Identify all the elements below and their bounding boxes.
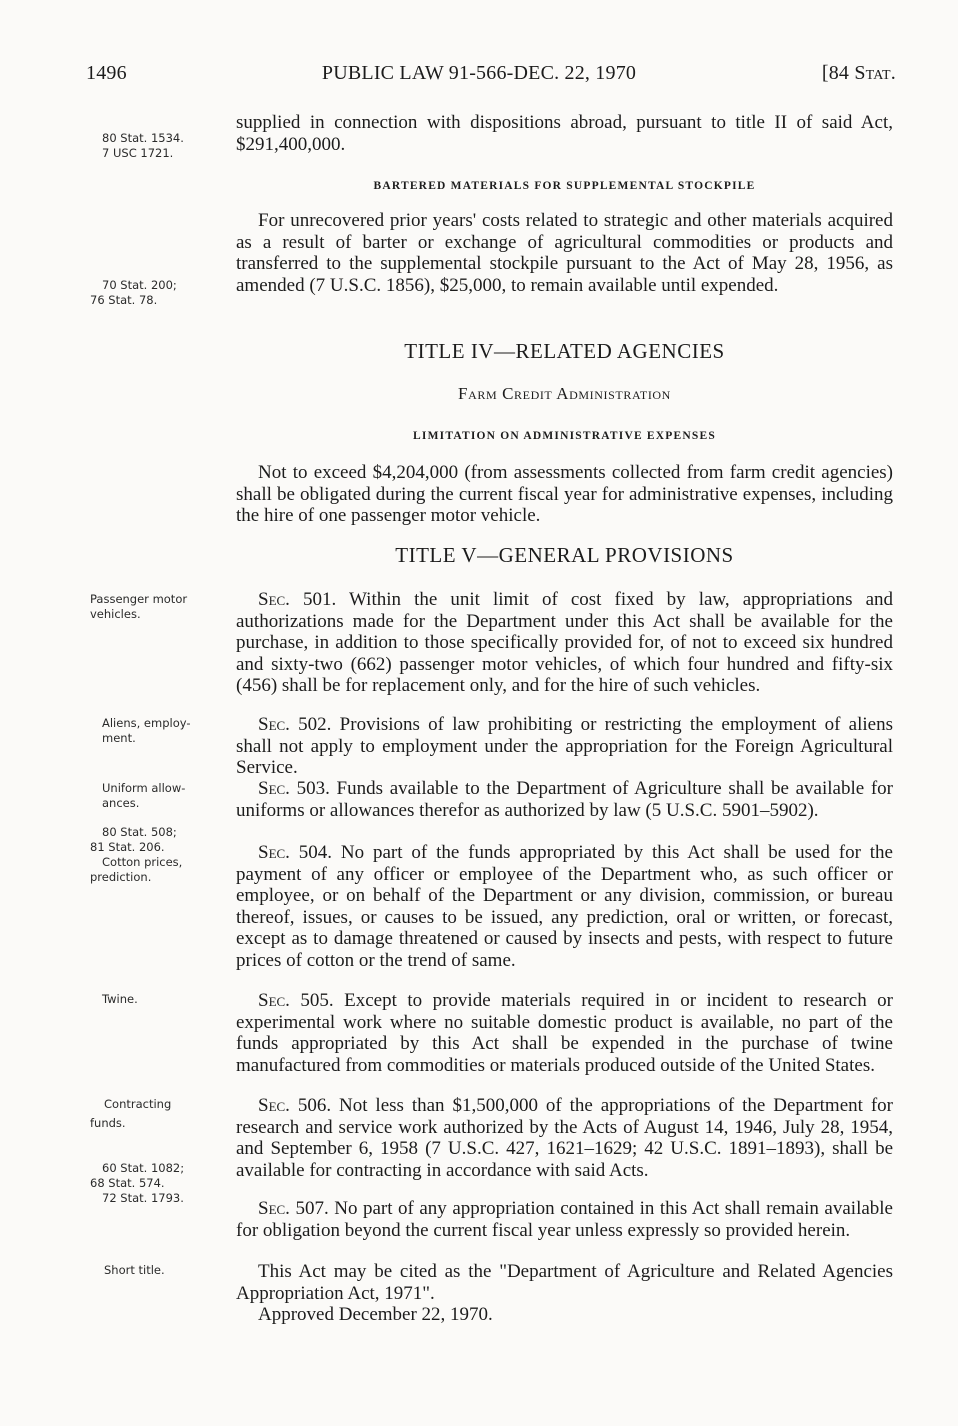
- margin-note: vehicles.: [90, 607, 141, 621]
- margin-note: Passenger motor: [90, 592, 188, 606]
- section-501: Sec. 501. Within the unit limit of cost fixed by law, appropriations and authorizations made for the Department under this Act shall be available for the purchase, in addition to those specifically provided for, of not to exceed six hundred and sixty-two (662) passenger motor vehicles, of which four hundred and fifty-six (456) shall be for replacement only, and for the hire of such vehicles.: [236, 589, 893, 697]
- section-502: Sec. 502. Provisions of law prohibiting or restricting the employment of aliens shall not apply to employment under the appropriation for the Foreign Agricultural Service.: [236, 714, 893, 779]
- margin-note: funds.: [90, 1116, 126, 1130]
- margin-note: 76 Stat. 78.: [90, 293, 158, 307]
- margin-note: Short title.: [104, 1263, 165, 1277]
- section-506: Sec. 506. Not less than $1,500,000 of the appropriations of the Department for research and service work authorized by the Acts of August 14, 1946, July 28, 1954, and September 6, 1958 (7 U.S.C. 427, 1621–1629; 42 U.S.C. 1891–1893), shall be available for contracting in accordance with said Acts.: [236, 1095, 893, 1181]
- margin-note: Twine.: [102, 992, 138, 1006]
- paragraph-limitation: Not to exceed $4,204,000 (from assessments collected from farm credit agencies) shall be obligated during the current fiscal year for administrative expenses, including the hire of one passenger motor vehicle.: [236, 462, 893, 527]
- margin-note: Contracting: [104, 1097, 172, 1111]
- section-504: Sec. 504. No part of the funds appropriated by this Act shall be used for the payment of any officer or employee of the Department who, as such officer or employee, or on behalf of the Department or any division, commission, or bureau thereof, issues, or causes to be issued, any prediction, oral or written, or forecast, except as to damage threatened or caused by insects and pests, with respect to future prices of cotton or the trend of same.: [236, 842, 893, 971]
- page-number: 1496: [86, 62, 127, 84]
- section-505: Sec. 505. Except to provide materials required in or incident to research or experimental work where no suitable domestic product is available, no part of the funds appropriated by this Act shall be expended in the purchase of twine manufactured from commodities or materials produced outside of the United States.: [236, 990, 893, 1076]
- section-503: Sec. 503. Funds available to the Department of Agriculture shall be available for uniforms or allowances therefor as authorized by law (5 U.S.C. 5901–5902).: [236, 778, 893, 821]
- paragraph-dispositions-abroad: supplied in connection with dispositions abroad, pursuant to title II of said Act, $291,400,000.: [236, 112, 893, 155]
- margin-note: 68 Stat. 574.: [90, 1176, 165, 1190]
- section-507: Sec. 507. No part of any appropriation contained in this Act shall remain available for obligation beyond the current fiscal year unless expressly so provided herein.: [236, 1198, 893, 1241]
- margin-note: 72 Stat. 1793.: [102, 1191, 184, 1205]
- margin-note: Uniform allow-: [102, 781, 186, 795]
- title-iv-heading: TITLE IV—RELATED AGENCIES: [404, 339, 725, 363]
- section-heading-bartered-materials: BARTERED MATERIALS FOR SUPPLEMENTAL STOCKPILE: [373, 180, 756, 192]
- margin-note: Aliens, employ-: [102, 716, 191, 730]
- statute-reference: [84 Stat.: [821, 62, 896, 84]
- section-heading-limitation: LIMITATION ON ADMINISTRATIVE EXPENSES: [413, 430, 716, 442]
- margin-note: 80 Stat. 1534.: [102, 131, 184, 145]
- margin-note: Cotton prices,: [102, 855, 183, 869]
- margin-note: 81 Stat. 206.: [90, 840, 165, 854]
- margin-note: 7 USC 1721.: [102, 146, 174, 160]
- title-v-heading: TITLE V—GENERAL PROVISIONS: [395, 543, 734, 567]
- agency-heading-farm-credit: Farm Credit Administration: [458, 384, 671, 403]
- margin-note: 70 Stat. 200;: [102, 278, 177, 292]
- page-title: PUBLIC LAW 91-566-DEC. 22, 1970: [321, 62, 637, 84]
- margin-note: ment.: [102, 731, 136, 745]
- margin-note: 60 Stat. 1082;: [102, 1161, 185, 1175]
- margin-note: 80 Stat. 508;: [102, 825, 177, 839]
- margin-note: prediction.: [90, 870, 152, 884]
- paragraph-short-title: This Act may be cited as the "Department of Agriculture and Related Agencies Appropriation Act, 1971".: [236, 1261, 893, 1304]
- paragraph-bartered-materials: For unrecovered prior years' costs related to strategic and other materials acquired as a result of barter or exchange of agricultural commodities or products and transferred to the supplemental stockpile pursuant to the Act of May 28, 1956, as amended (7 U.S.C. 1856), $25,000, to remain available until expended.: [236, 210, 893, 296]
- approval-date: Approved December 22, 1970.: [258, 1304, 493, 1325]
- margin-note: ances.: [102, 796, 140, 810]
